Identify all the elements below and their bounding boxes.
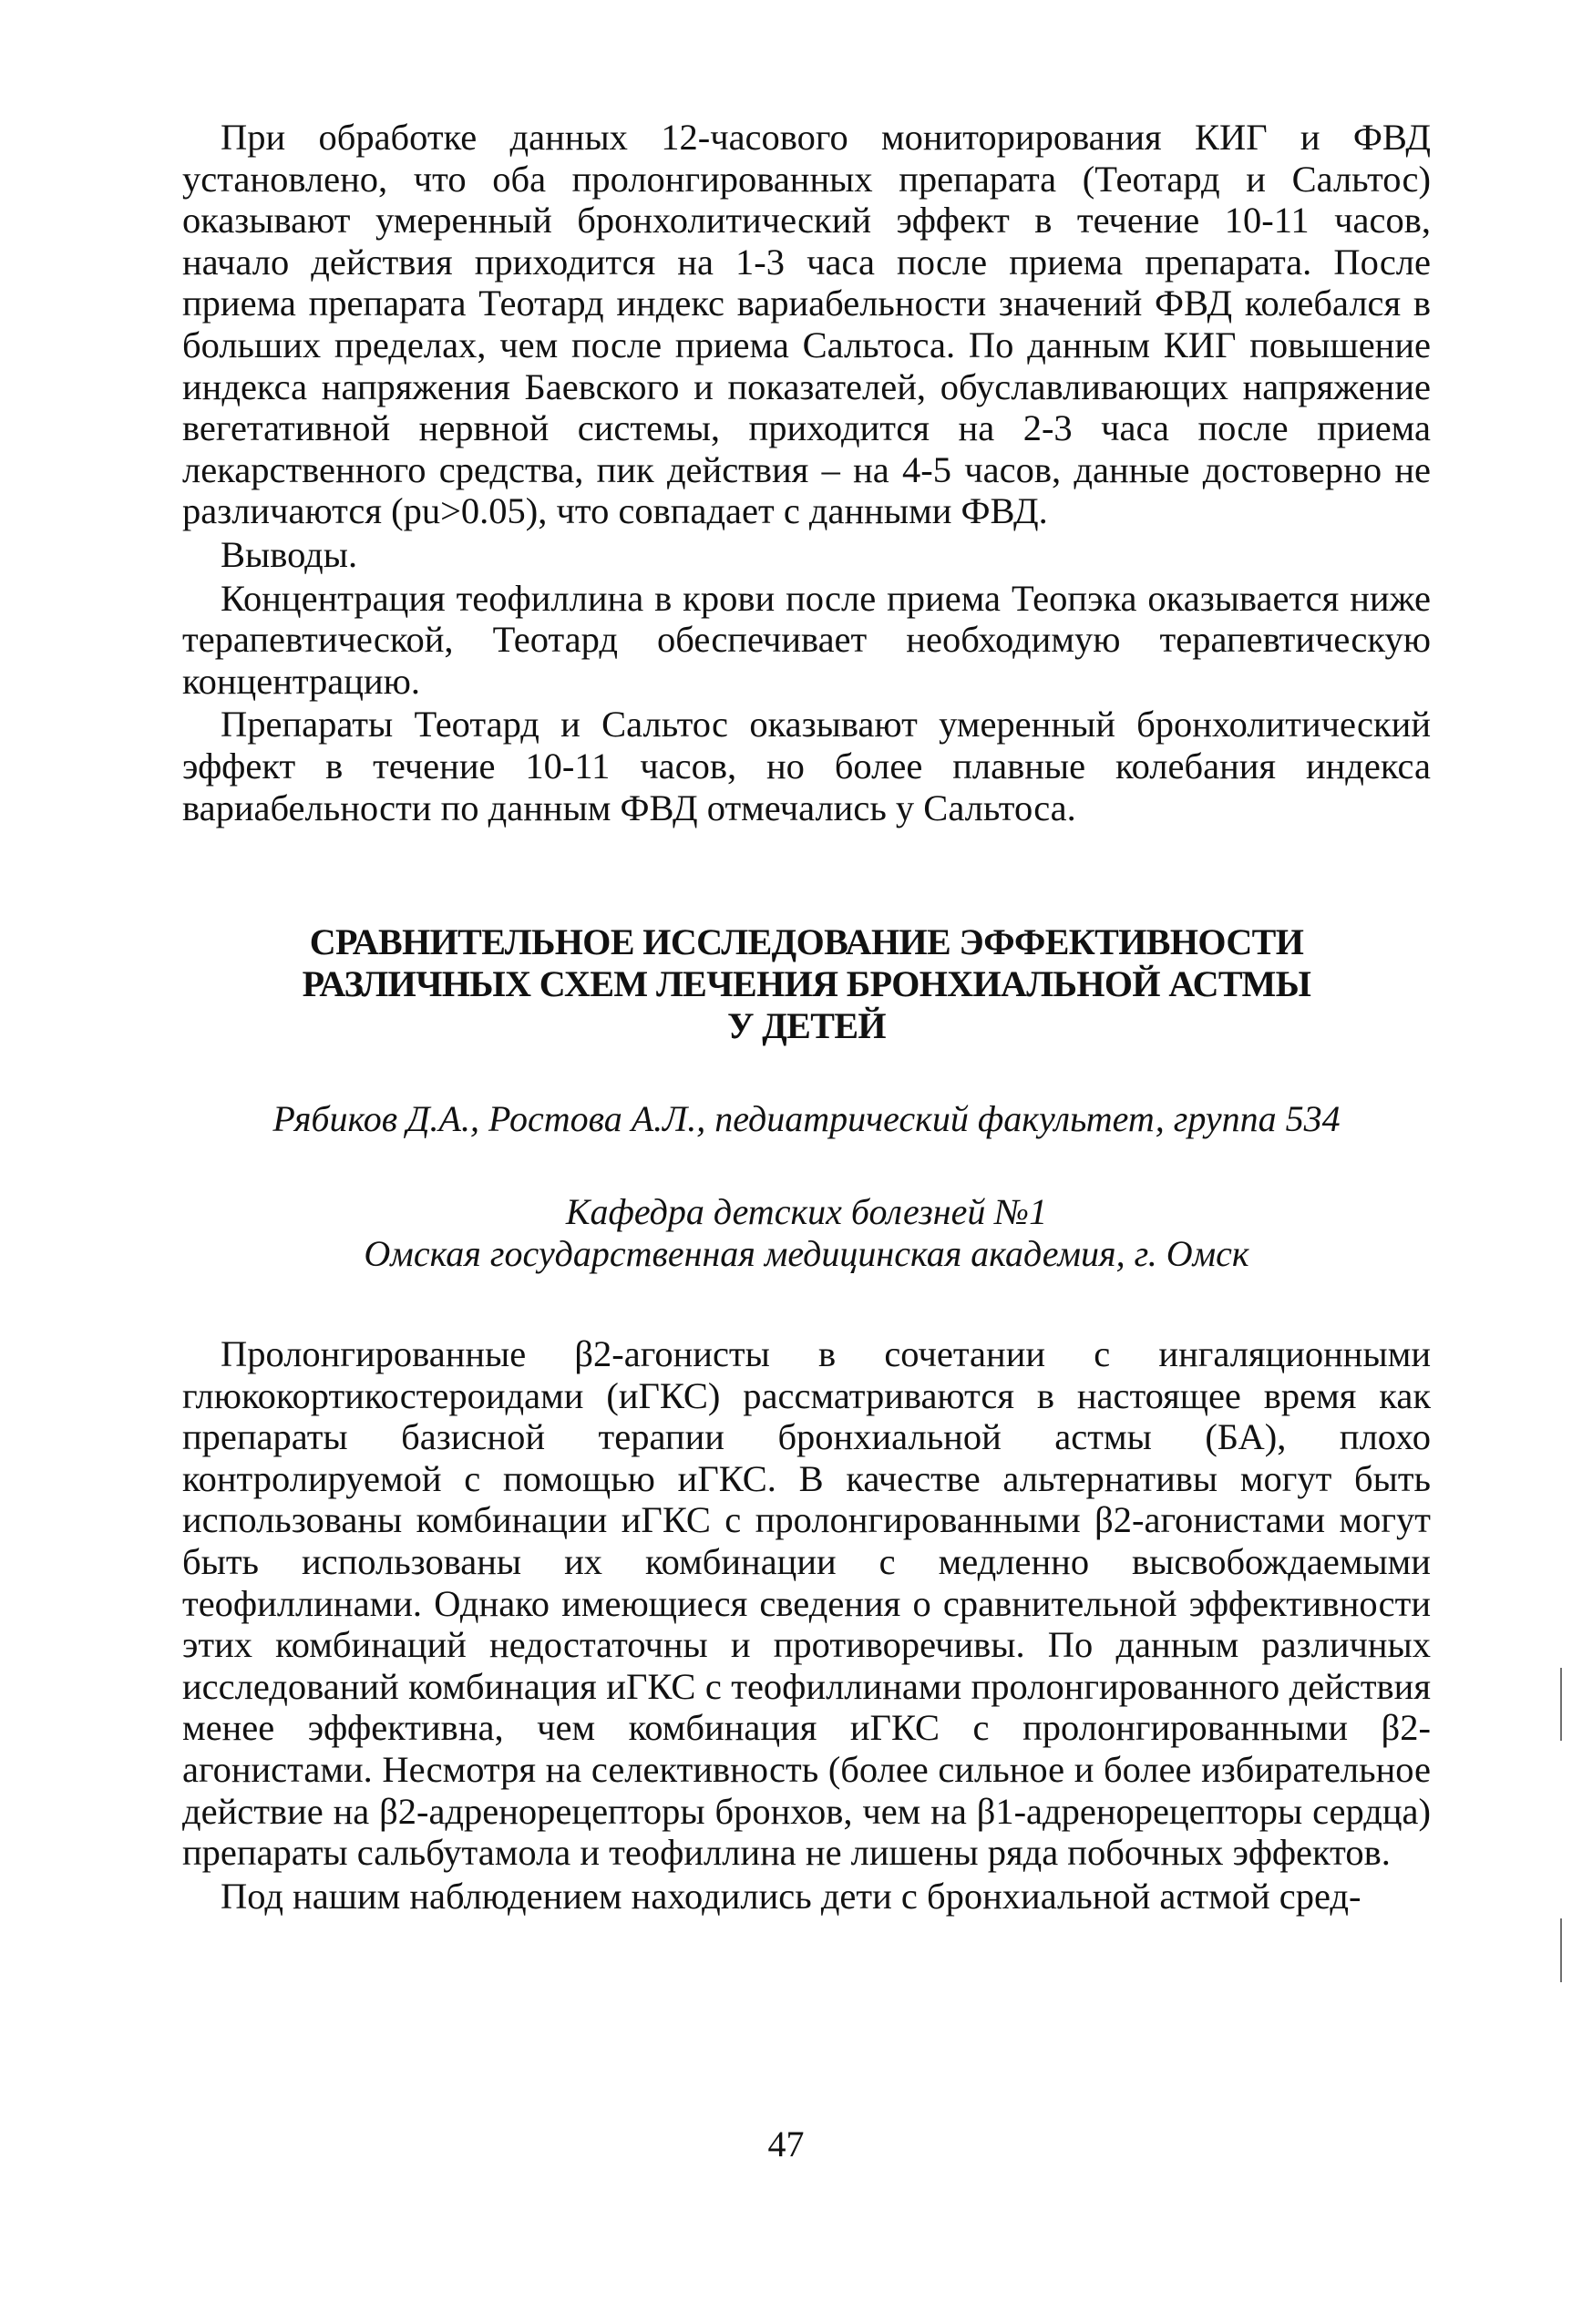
page-content — [182, 117, 1431, 1917]
article2-authors: Рябиков Д.А., Ростова А.Л., педиатрический факультет, группа 534 — [272, 1098, 1341, 1140]
article1-paragraph-conclusion-2: Препараты Теотард и Сальтос оказывают умеренный бронхолитический эффект в течение 10-11 часов, но более плавные колебания индекса вариабельности по данным ФВД отмечались у Сальтоса. — [182, 704, 1431, 828]
article2-title-line: РАЗЛИЧНЫХ СХЕМ ЛЕЧЕНИЯ БРОНХИАЛЬНОЙ АСТМЫ — [302, 963, 1311, 1005]
scan-edge-mark — [1560, 1918, 1562, 1982]
scan-edge-mark — [1560, 1668, 1562, 1741]
article2-body — [182, 1333, 1431, 1917]
article2-title-line: У ДЕТЕЙ — [727, 1005, 886, 1047]
article1-conclusions-heading: Выводы. — [221, 533, 358, 575]
article2-paragraph-2: Под нашим наблюдением находились дети с бронхиальной астмой сред- — [221, 1875, 1361, 1917]
article2-title-line: СРАВНИТЕЛЬНОЕ ИССЛЕДОВАНИЕ ЭФФЕКТИВНОСТИ — [309, 921, 1304, 963]
article1-paragraph-1: При обработке данных 12-часового мониторирования КИГ и ФВД установлено, что оба пролонгированных препарата (Теотард и Сальтос) оказывают умеренный бронхолитический эффект в течение 10-11 часов, начало действия приходится на 1-3 часа после приема препарата. После приема препарата Теотард индекс вариабельности значений ФВД колебался в больших пределах, чем после приема Сальтоса. По данным КИГ повышение индекса напряжения Баевского и показателей, обуславливающих напряжение вегетативной нервной системы, приходится на 2-3 часа после приема лекарственного средства, пик действия – на 4-5 часов, данные достоверно не различаются (pu>0.05), что совпадает с данными ФВД. — [182, 117, 1431, 532]
article2-affiliation-institution: Омская государственная медицинская академия, г. Омск — [364, 1233, 1249, 1275]
article2-affiliation — [182, 1191, 1431, 1275]
article2-title — [182, 921, 1431, 1047]
article2-paragraph-1: Пролонгированные β2-агонисты в сочетании с ингаляционными глюкокортикостероидами (иГКС) рассматриваются в настоящее время как препараты базисной терапии бронхиальной астмы (БА), плохо контролируемой с помощью иГКС. В качестве альтернативы могут быть использованы комбинации иГКС с пролонгированными β2-агонистами могут быть использованы их комбинации с медленно высвобождаемыми теофиллинами. Однако имеющиеся сведения о сравнительной эффективности этих комбинаций недостаточны и противоречивы. По данным различных исследований комбинация иГКС с теофиллинами пролонгированного действия менее эффективна, чем комбинация иГКС с пролонгированными β2-агонистами. Несмотря на селективность (более сильное и более избирательное действие на β2-адренорецепторы бронхов, чем на β1-адренорецепторы сердца) препараты сальбутамола и теофиллина не лишены ряда побочных эффектов. — [182, 1333, 1431, 1874]
article2-affiliation-department: Кафедра детских болезней №1 — [565, 1191, 1048, 1233]
page-number: 47 — [767, 2123, 805, 2165]
article1-paragraph-conclusion-1: Концентрация теофиллина в крови после приема Теопэка оказывается ниже терапевтической, Теотард обеспечивает необходимую терапевтическую концентрацию. — [182, 577, 1431, 702]
